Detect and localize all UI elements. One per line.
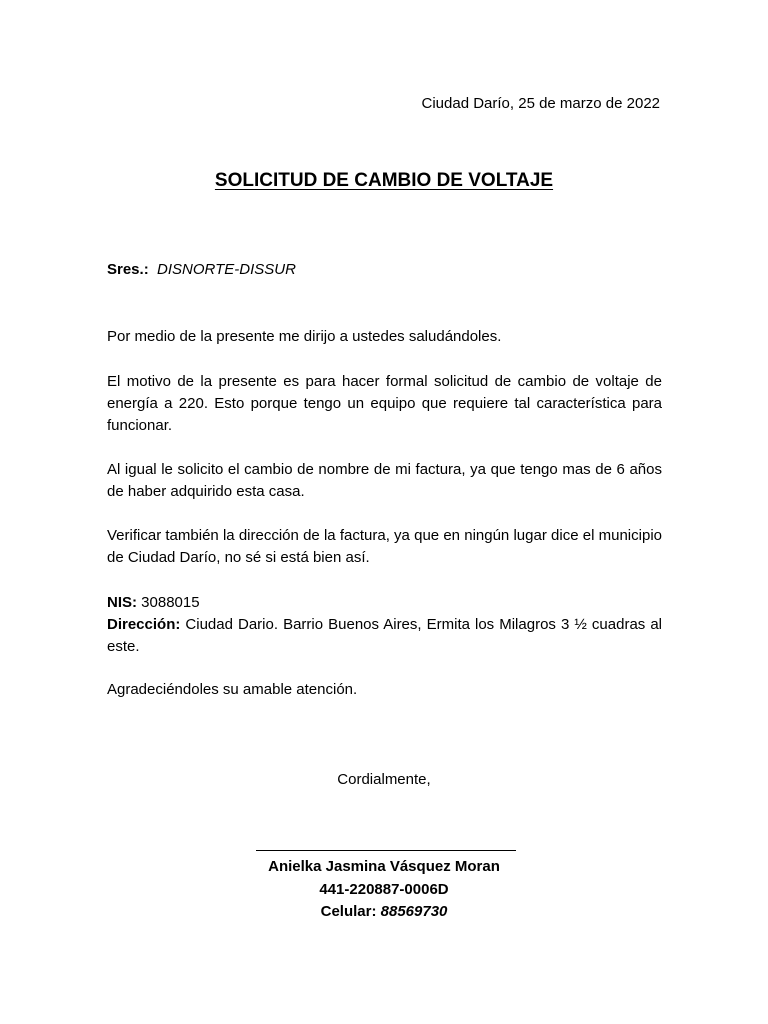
phone-label: Celular: (320, 903, 377, 920)
nis-value: 3088015 (141, 594, 200, 611)
recipient-label: Sres.: (107, 261, 149, 278)
letter-title: SOLICITUD DE CAMBIO DE VOLTAJE (214, 170, 554, 191)
signer-name: Anielka Jasmina Vásquez Moran (268, 858, 500, 875)
letter-date: Ciudad Darío, 25 de marzo de 2022 (421, 95, 660, 112)
body-paragraph-3: Verificar también la dirección de la factura, ya que en ningún lugar dice el municipio de Ciudad Darío, no sé si está bien así. (107, 527, 662, 566)
address-value: Ciudad Dario. Barrio Buenos Aires, Ermita los Milagros 3 ½ cuadras al este. (107, 616, 663, 655)
body-paragraph-2: Al igual le solicito el cambio de nombre de mi factura, ya que tengo mas de 6 años de haber adquirido esta casa. (107, 461, 662, 500)
phone-number: 88569730 (380, 903, 448, 920)
signature-line (256, 850, 516, 851)
thanks-paragraph: Agradeciéndoles su amable atención. (107, 681, 358, 698)
address-line (107, 614, 662, 658)
closing-line: Cordialmente, (337, 771, 431, 788)
address-label: Dirección: (107, 616, 181, 633)
greeting-paragraph: Por medio de la presente me dirijo a ustedes saludándoles. (107, 328, 502, 345)
nis-line (107, 592, 662, 614)
recipient-line (107, 259, 662, 281)
recipient-name: DISNORTE-DISSUR (157, 261, 296, 278)
nis-label: NIS: (107, 594, 137, 611)
signer-id: 441-220887-0006D (319, 881, 449, 898)
body-paragraph-1: El motivo de la presente es para hacer formal solicitud de cambio de voltaje de energía a 220. Esto porque tengo un equipo que requiere tal característica para funcionar. (107, 373, 662, 434)
signer-phone-line (0, 901, 768, 923)
